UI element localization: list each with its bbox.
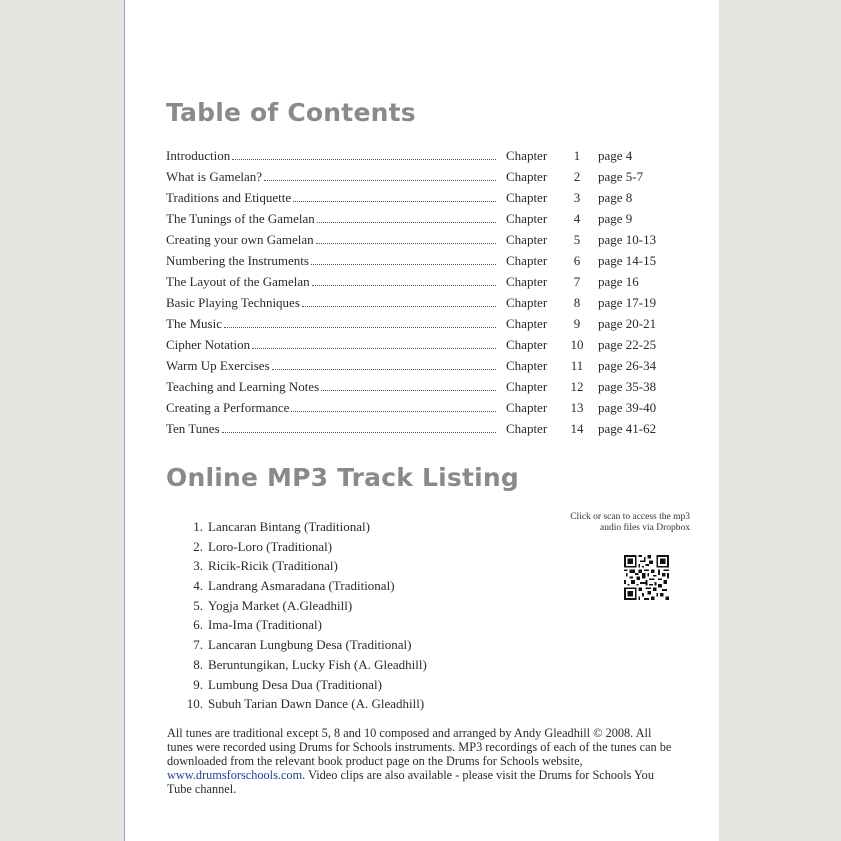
toc-row[interactable] bbox=[166, 378, 666, 399]
toc-page-ref: page 16 bbox=[598, 274, 639, 289]
toc-row[interactable] bbox=[166, 357, 666, 378]
toc-chapter-label: Chapter bbox=[506, 295, 548, 310]
toc-page-ref: page 5-7 bbox=[598, 169, 644, 184]
toc-chapter-number: 10 bbox=[570, 337, 584, 352]
leader-dots bbox=[316, 243, 496, 244]
leader-dots bbox=[312, 285, 496, 286]
leader-dots bbox=[222, 432, 496, 433]
toc-chapter-label: Chapter bbox=[506, 421, 548, 436]
qr-caption-line: audio files via Dropbox bbox=[600, 523, 690, 533]
toc-row[interactable] bbox=[166, 252, 666, 273]
track-number: 8. bbox=[193, 656, 203, 672]
toc-entry-title: Traditions and Etiquette bbox=[166, 190, 292, 205]
toc-chapter-number: 1 bbox=[573, 148, 581, 163]
track-title: Ima-Ima (Traditional) bbox=[208, 617, 322, 633]
list-item bbox=[176, 615, 427, 635]
toc-entry-title: Introduction bbox=[166, 148, 231, 163]
toc-row[interactable] bbox=[166, 189, 666, 210]
toc-chapter-number: 2 bbox=[573, 169, 581, 184]
list-item bbox=[176, 655, 427, 675]
toc-entry-title: What is Gamelan? bbox=[166, 169, 263, 184]
track-title: Loro-Loro (Traditional) bbox=[208, 538, 333, 554]
footer-note bbox=[167, 726, 677, 796]
toc-chapter-number: 11 bbox=[570, 358, 584, 373]
toc-chapter-label: Chapter bbox=[506, 316, 548, 331]
toc-page-ref: page 14-15 bbox=[598, 253, 657, 268]
leader-dots bbox=[252, 348, 496, 349]
toc-chapter-label: Chapter bbox=[506, 253, 548, 268]
toc-chapter-label: Chapter bbox=[506, 232, 548, 247]
leader-dots bbox=[264, 180, 496, 181]
toc-row[interactable] bbox=[166, 168, 666, 189]
track-number: 6. bbox=[193, 617, 203, 633]
toc-heading: Table of Contents bbox=[166, 98, 416, 127]
toc-chapter-number: 5 bbox=[573, 232, 581, 247]
track-number: 1. bbox=[193, 519, 203, 534]
list-item bbox=[176, 694, 427, 714]
track-number: 9. bbox=[193, 676, 203, 692]
toc-chapter-label: Chapter bbox=[506, 337, 548, 352]
toc-chapter-number: 9 bbox=[573, 316, 581, 331]
list-item bbox=[176, 635, 427, 655]
toc-row[interactable] bbox=[166, 273, 666, 294]
leader-dots bbox=[311, 264, 496, 265]
toc-entry-title: Warm Up Exercises bbox=[166, 358, 270, 373]
toc-page-ref: page 39-40 bbox=[598, 400, 657, 415]
toc-entry-title: Cipher Notation bbox=[166, 337, 251, 352]
leader-dots bbox=[272, 369, 496, 370]
toc-entry-title: The Tunings of the Gamelan bbox=[166, 211, 315, 226]
track-number: 3. bbox=[193, 558, 203, 574]
track-title: Ricik-Ricik (Traditional) bbox=[208, 558, 338, 574]
toc-page-ref: page 9 bbox=[598, 211, 633, 226]
toc-chapter-label: Chapter bbox=[506, 358, 548, 373]
track-title: Beruntungikan, Lucky Fish (A. Gleadhill) bbox=[208, 656, 427, 672]
toc-chapter-number: 8 bbox=[573, 295, 581, 310]
toc-row[interactable] bbox=[166, 231, 666, 252]
toc-page-ref: page 20-21 bbox=[598, 316, 657, 331]
toc-row[interactable] bbox=[166, 420, 666, 441]
list-item bbox=[176, 556, 427, 576]
toc-page-ref: page 17-19 bbox=[598, 295, 657, 310]
toc-chapter-label: Chapter bbox=[506, 379, 548, 394]
mp3-heading: Online MP3 Track Listing bbox=[166, 463, 519, 492]
track-title: Lumbung Desa Dua (Traditional) bbox=[208, 676, 382, 692]
track-title: Subuh Tarian Dawn Dance (A. Gleadhill) bbox=[208, 696, 425, 712]
toc-page-ref: page 10-13 bbox=[598, 232, 657, 247]
leader-dots bbox=[232, 159, 496, 160]
track-list bbox=[176, 517, 427, 714]
toc-page-ref: page 22-25 bbox=[598, 337, 657, 352]
toc-row[interactable] bbox=[166, 336, 666, 357]
toc-chapter-number: 6 bbox=[573, 253, 581, 268]
toc-chapter-label: Chapter bbox=[506, 211, 548, 226]
toc-chapter-number: 12 bbox=[570, 379, 584, 394]
toc-chapter-number: 13 bbox=[570, 400, 584, 415]
qr-caption bbox=[530, 512, 690, 534]
leader-dots bbox=[321, 390, 496, 391]
toc-entry-title: Numbering the Instruments bbox=[166, 253, 309, 268]
track-title: Landrang Asmaradana (Traditional) bbox=[208, 578, 395, 594]
table-of-contents bbox=[166, 147, 666, 441]
list-item bbox=[176, 517, 427, 537]
qr-code-icon[interactable] bbox=[624, 555, 669, 600]
toc-entry-title: The Layout of the Gamelan bbox=[166, 274, 310, 289]
footer-text: All tunes are traditional except 5, 8 and 10 composed and arranged by Andy Gleadhill © 2008. All tunes were recorded using Drums for Schools instruments. MP3 recordings of each of the tunes can be downloaded from the relevant book product page on the Drums for Schools website, bbox=[167, 726, 672, 768]
toc-entry-title: Creating a Performance bbox=[166, 400, 290, 415]
toc-entry-title: Ten Tunes bbox=[166, 421, 220, 436]
toc-page-ref: page 35-38 bbox=[598, 379, 657, 394]
footer-text: . Video clips are also available - please visit the Drums for Schools You Tube channel. bbox=[167, 768, 654, 796]
list-item bbox=[176, 675, 427, 695]
track-number: 10. bbox=[186, 696, 203, 712]
track-number: 2. bbox=[193, 538, 203, 554]
toc-row[interactable] bbox=[166, 210, 666, 231]
track-title: Lancaran Bintang (Traditional) bbox=[208, 519, 370, 534]
toc-page-ref: page 4 bbox=[598, 148, 633, 163]
list-item bbox=[176, 537, 427, 557]
track-number: 4. bbox=[193, 578, 203, 594]
track-title: Lancaran Lungbung Desa (Traditional) bbox=[208, 637, 412, 653]
toc-entry-title: The Music bbox=[166, 316, 222, 331]
toc-row[interactable] bbox=[166, 315, 666, 336]
leader-dots bbox=[302, 306, 496, 307]
list-item bbox=[176, 576, 427, 596]
toc-chapter-label: Chapter bbox=[506, 169, 548, 184]
toc-row[interactable] bbox=[166, 294, 666, 315]
leader-dots bbox=[293, 201, 496, 202]
website-link[interactable]: www.drumsforschools.com bbox=[167, 768, 303, 782]
leader-dots bbox=[291, 411, 496, 412]
leader-dots bbox=[317, 222, 496, 223]
toc-entry-title: Creating your own Gamelan bbox=[166, 232, 314, 247]
toc-entry-title: Basic Playing Techniques bbox=[166, 295, 300, 310]
toc-row[interactable] bbox=[166, 147, 666, 168]
toc-chapter-label: Chapter bbox=[506, 274, 548, 289]
track-title: Yogja Market (A.Gleadhill) bbox=[208, 597, 353, 613]
toc-chapter-label: Chapter bbox=[506, 400, 548, 415]
toc-entry-title: Teaching and Learning Notes bbox=[166, 379, 320, 394]
toc-chapter-label: Chapter bbox=[506, 148, 548, 163]
toc-page-ref: page 41-62 bbox=[598, 421, 657, 436]
list-item bbox=[176, 596, 427, 616]
toc-page-ref: page 26-34 bbox=[598, 358, 657, 373]
toc-chapter-number: 7 bbox=[573, 274, 581, 289]
toc-chapter-number: 4 bbox=[573, 211, 581, 226]
track-number: 5. bbox=[193, 597, 203, 613]
toc-page-ref: page 8 bbox=[598, 190, 633, 205]
toc-chapter-number: 3 bbox=[573, 190, 581, 205]
toc-chapter-label: Chapter bbox=[506, 190, 548, 205]
toc-row[interactable] bbox=[166, 399, 666, 420]
toc-chapter-number: 14 bbox=[570, 421, 584, 436]
track-number: 7. bbox=[193, 637, 203, 653]
qr-caption-line: Click or scan to access the mp3 bbox=[570, 512, 690, 522]
leader-dots bbox=[224, 327, 496, 328]
